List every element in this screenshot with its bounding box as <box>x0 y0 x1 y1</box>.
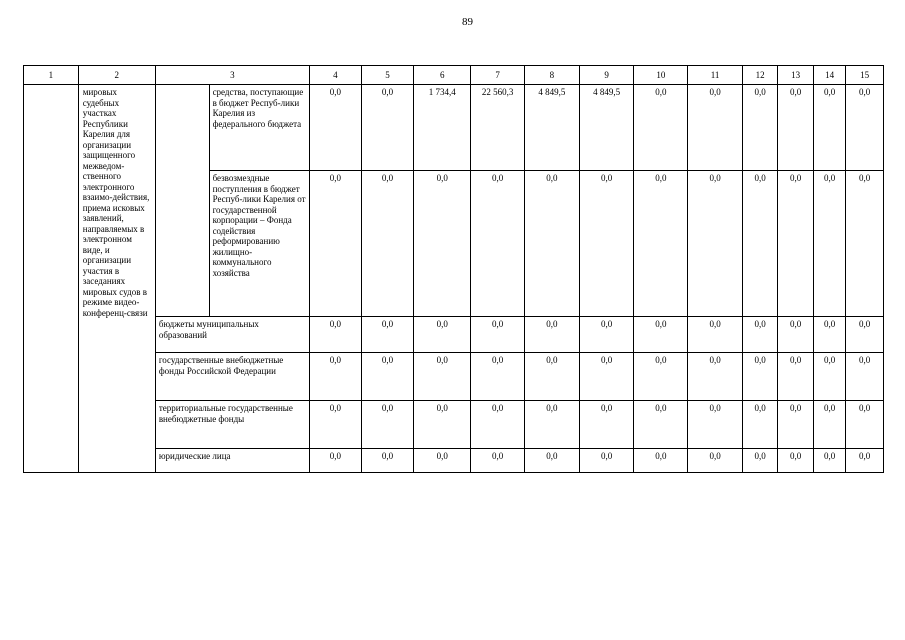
header-row <box>24 66 884 85</box>
header-cell: 1 <box>24 66 79 85</box>
value-cell: 0,0 <box>579 449 634 473</box>
value-cell: 0,0 <box>309 353 361 401</box>
value-cell: 0,0 <box>846 449 884 473</box>
value-cell: 0,0 <box>634 85 688 171</box>
value-cell: 0,0 <box>813 317 845 353</box>
value-cell: 0,0 <box>471 317 525 353</box>
header-cell: 8 <box>524 66 579 85</box>
header-cell: 2 <box>78 66 155 85</box>
value-cell: 0,0 <box>813 353 845 401</box>
value-cell: 0,0 <box>524 449 579 473</box>
value-cell: 0,0 <box>688 449 743 473</box>
value-cell: 0,0 <box>414 317 471 353</box>
value-cell: 0,0 <box>846 85 884 171</box>
source-group-cell <box>155 85 209 317</box>
table-row <box>24 85 884 171</box>
value-cell: 0,0 <box>414 353 471 401</box>
value-cell: 0,0 <box>361 353 414 401</box>
value-cell: 0,0 <box>361 317 414 353</box>
header-cell: 14 <box>813 66 845 85</box>
value-cell: 0,0 <box>813 85 845 171</box>
value-cell: 4 849,5 <box>579 85 634 171</box>
measure-description: мировых судебных участках Республики Карелия для организации защищенного межведом-ственного электронного взаимо-действия, приема исковых заявлений, направляемых в электронном виде, и организации участия в заседаниях мировых судов в режиме видео-конференц-связи <box>78 85 155 473</box>
value-cell: 0,0 <box>524 171 579 317</box>
header-cell: 9 <box>579 66 634 85</box>
source-label: средства, поступающие в бюджет Респуб-лики Карелия из федерального бюджета <box>209 85 309 171</box>
value-cell: 0,0 <box>361 401 414 449</box>
value-cell: 0,0 <box>634 353 688 401</box>
value-cell: 0,0 <box>524 401 579 449</box>
header-cell: 6 <box>414 66 471 85</box>
source-label: безвозмездные поступления в бюджет Респуб-лики Карелия от государственной корпорации – Фонда содействия реформированию жилищно-коммунального хозяйства <box>209 171 309 317</box>
value-cell: 22 560,3 <box>471 85 525 171</box>
source-label: бюджеты муниципальных образований <box>155 317 309 353</box>
value-cell: 0,0 <box>742 85 777 171</box>
value-cell: 0,0 <box>688 317 743 353</box>
value-cell: 0,0 <box>742 317 777 353</box>
value-cell: 0,0 <box>813 401 845 449</box>
value-cell: 0,0 <box>361 449 414 473</box>
value-cell: 0,0 <box>778 85 813 171</box>
value-cell: 0,0 <box>846 171 884 317</box>
value-cell: 0,0 <box>471 171 525 317</box>
value-cell: 0,0 <box>414 401 471 449</box>
header-cell: 12 <box>742 66 777 85</box>
value-cell: 0,0 <box>309 449 361 473</box>
value-cell: 0,0 <box>742 449 777 473</box>
source-label: юридические лица <box>155 449 309 473</box>
value-cell: 0,0 <box>361 171 414 317</box>
value-cell: 0,0 <box>579 171 634 317</box>
value-cell: 0,0 <box>846 317 884 353</box>
value-cell: 0,0 <box>471 401 525 449</box>
header-cell: 11 <box>688 66 743 85</box>
value-cell: 1 734,4 <box>414 85 471 171</box>
value-cell: 0,0 <box>361 85 414 171</box>
value-cell: 0,0 <box>634 401 688 449</box>
header-cell: 5 <box>361 66 414 85</box>
value-cell: 0,0 <box>414 449 471 473</box>
value-cell: 0,0 <box>778 401 813 449</box>
value-cell: 0,0 <box>634 449 688 473</box>
value-cell: 0,0 <box>846 353 884 401</box>
value-cell: 0,0 <box>742 401 777 449</box>
value-cell: 0,0 <box>688 85 743 171</box>
value-cell: 0,0 <box>309 171 361 317</box>
header-cell: 15 <box>846 66 884 85</box>
value-cell: 0,0 <box>813 449 845 473</box>
value-cell: 4 849,5 <box>524 85 579 171</box>
value-cell: 0,0 <box>634 317 688 353</box>
value-cell: 0,0 <box>688 353 743 401</box>
value-cell: 0,0 <box>579 353 634 401</box>
value-cell: 0,0 <box>524 353 579 401</box>
header-cell: 13 <box>778 66 813 85</box>
source-label: государственные внебюджетные фонды Российской Федерации <box>155 353 309 401</box>
value-cell: 0,0 <box>471 449 525 473</box>
value-cell: 0,0 <box>309 401 361 449</box>
value-cell: 0,0 <box>813 171 845 317</box>
value-cell: 0,0 <box>742 171 777 317</box>
value-cell: 0,0 <box>742 353 777 401</box>
value-cell: 0,0 <box>414 171 471 317</box>
budget-table <box>23 65 884 473</box>
value-cell: 0,0 <box>309 85 361 171</box>
value-cell: 0,0 <box>778 317 813 353</box>
header-cell: 10 <box>634 66 688 85</box>
value-cell: 0,0 <box>579 401 634 449</box>
value-cell: 0,0 <box>688 401 743 449</box>
header-cell: 4 <box>309 66 361 85</box>
page-number: 89 <box>462 16 473 28</box>
value-cell: 0,0 <box>471 353 525 401</box>
value-cell: 0,0 <box>688 171 743 317</box>
value-cell: 0,0 <box>778 353 813 401</box>
value-cell: 0,0 <box>634 171 688 317</box>
header-cell: 7 <box>471 66 525 85</box>
value-cell: 0,0 <box>778 449 813 473</box>
value-cell: 0,0 <box>524 317 579 353</box>
value-cell: 0,0 <box>579 317 634 353</box>
value-cell: 0,0 <box>778 171 813 317</box>
source-label: территориальные государственные внебюджетные фонды <box>155 401 309 449</box>
value-cell: 0,0 <box>846 401 884 449</box>
value-cell: 0,0 <box>309 317 361 353</box>
header-cell: 3 <box>155 66 309 85</box>
col1-cell <box>24 85 79 473</box>
